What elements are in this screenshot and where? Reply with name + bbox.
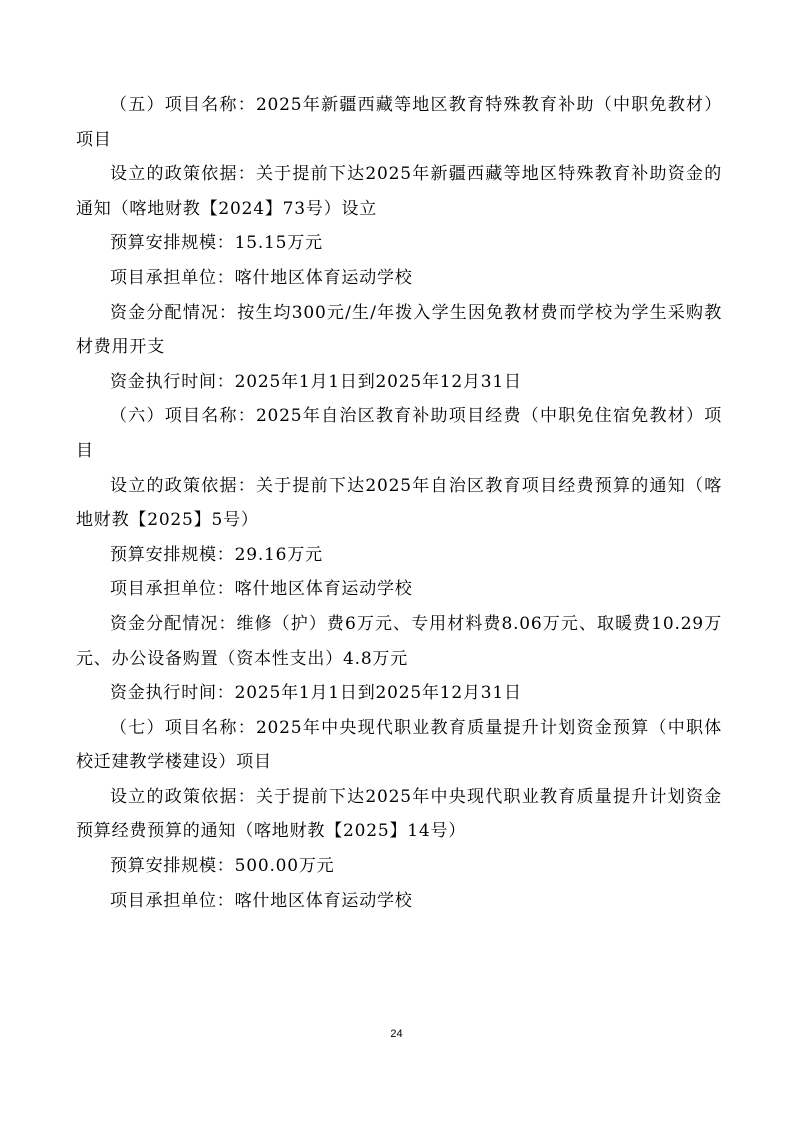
project-6-undertaking-unit: 项目承担单位：喀什地区体育运动学校 [110,579,413,600]
project-6-policy-basis: 设立的政策依据：关于提前下达2025年自治区教育项目经费预算的通知（喀地财教【2025】5号） [76,475,722,531]
project-7-policy-basis: 设立的政策依据：关于提前下达2025年中央现代职业教育质量提升计划资金预算经费预算的通知（喀地财教【2025】14号） [76,786,722,842]
project-7-undertaking-unit: 项目承担单位：喀什地区体育运动学校 [110,890,413,911]
project-5-fund-allocation: 资金分配情况：按生均300元/生/年拨入学生因免教材费而学校为学生采购教材费用开支 [76,302,722,358]
project-5-title: （五）项目名称：2025年新疆西藏等地区教育特殊教育补助（中职免教材）项目 [76,95,722,150]
project-5-undertaking-unit: 项目承担单位：喀什地区体育运动学校 [110,267,413,288]
project-7-title: （七）项目名称：2025年中央现代职业教育质量提升计划资金预算（中职体校迁建教学楼建设）项目 [76,717,722,773]
project-5-policy-basis: 设立的政策依据：关于提前下达2025年新疆西藏等地区特殊教育补助资金的通知（喀地财教【2024】73号）设立 [76,164,722,219]
project-5-execution-time: 资金执行时间：2025年1月1日到2025年12月31日 [110,371,522,392]
page-number: 24 [390,1028,403,1040]
project-6-execution-time: 资金执行时间：2025年1月1日到2025年12月31日 [110,683,522,704]
document-body [76,88,722,918]
project-7-budget-scale: 预算安排规模：500.00万元 [110,856,335,877]
project-6-budget-scale: 预算安排规模：29.16万元 [110,544,323,565]
project-5-budget-scale: 预算安排规模：15.15万元 [110,233,323,254]
project-6-title: （六）项目名称：2025年自治区教育补助项目经费（中职免住宿免教材）项目 [76,406,722,461]
project-6-fund-allocation: 资金分配情况：维修（护）费6万元、专用材料费8.06万元、取暖费10.29万元、办公设备购置（资本性支出）4.8万元 [76,613,722,669]
